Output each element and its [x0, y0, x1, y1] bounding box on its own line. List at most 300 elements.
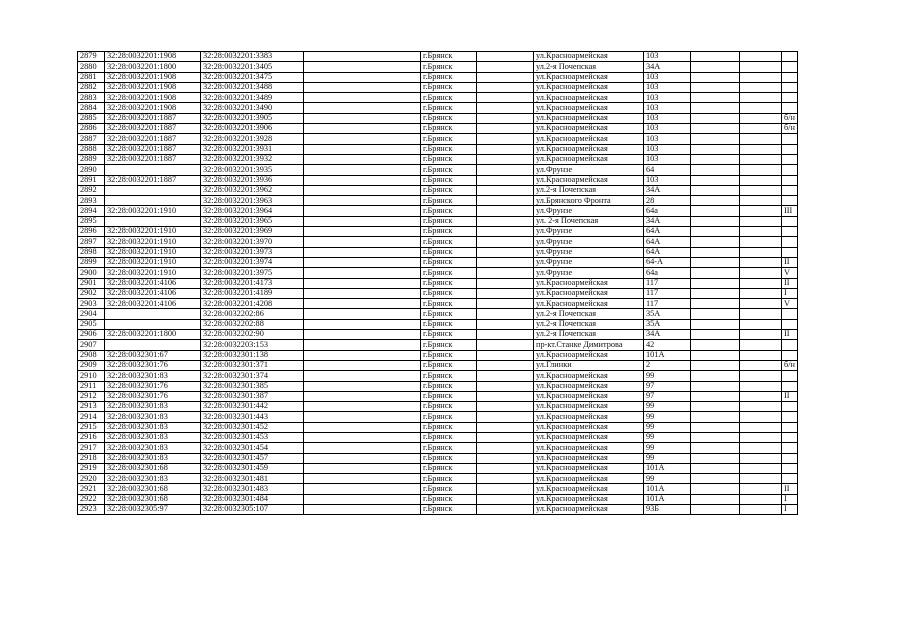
cell-blank-column-4 — [740, 52, 782, 62]
cell-blank-column — [304, 278, 421, 288]
cell-room-number: II — [782, 391, 798, 401]
cell-blank-column — [304, 82, 421, 92]
cell-room-number: II — [782, 278, 798, 288]
cell-parent-cadastral-number: 32:28:0032201:1910 — [105, 268, 201, 278]
cell-parent-cadastral-number — [105, 340, 201, 350]
cell-house-number: 99 — [644, 371, 691, 381]
cell-house-number: 99 — [644, 474, 691, 484]
table-row — [78, 360, 798, 370]
cell-room-number: б/н — [782, 360, 798, 370]
cell-blank-column-2 — [477, 299, 534, 309]
cell-blank-column-4 — [740, 463, 782, 473]
cell-city: г.Брянск — [421, 196, 477, 206]
cell-parent-cadastral-number: 32:28:0032201:1887 — [105, 124, 201, 134]
cell-blank-column-3 — [691, 340, 740, 350]
cell-blank-column — [304, 268, 421, 278]
table-row — [78, 124, 798, 134]
cell-city: г.Брянск — [421, 381, 477, 391]
cell-blank-column-4 — [740, 299, 782, 309]
cell-blank-column-2 — [477, 484, 534, 494]
cell-cadastral-number: 32:28:0032201:3975 — [201, 268, 304, 278]
cell-row-number: 2911 — [78, 381, 105, 391]
cell-row-number: 2881 — [78, 72, 105, 82]
cell-row-number: 2889 — [78, 154, 105, 164]
cell-blank-column — [304, 257, 421, 267]
cell-blank-column-3 — [691, 257, 740, 267]
cell-cadastral-number: 32:28:0032301:387 — [201, 391, 304, 401]
cell-street: ул.Красноармейская — [534, 412, 644, 422]
table-row — [78, 206, 798, 216]
cell-room-number: II — [782, 484, 798, 494]
cell-parent-cadastral-number: 32:28:0032201:1910 — [105, 237, 201, 247]
cell-cadastral-number: 32:28:0032202:86 — [201, 309, 304, 319]
cell-blank-column-4 — [740, 237, 782, 247]
cell-city: г.Брянск — [421, 237, 477, 247]
cell-parent-cadastral-number: 32:28:0032305:97 — [105, 505, 201, 515]
table-row — [78, 319, 798, 329]
cell-house-number: 99 — [644, 402, 691, 412]
cell-street: ул.Красноармейская — [534, 391, 644, 401]
cell-room-number — [782, 474, 798, 484]
cell-city: г.Брянск — [421, 391, 477, 401]
cell-blank-column-4 — [740, 474, 782, 484]
cell-blank-column — [304, 206, 421, 216]
cell-blank-column-4 — [740, 185, 782, 195]
cell-cadastral-number: 32:28:0032201:3488 — [201, 82, 304, 92]
table-row — [78, 257, 798, 267]
cell-blank-column-2 — [477, 206, 534, 216]
cell-row-number: 2917 — [78, 443, 105, 453]
cell-blank-column-4 — [740, 350, 782, 360]
cell-cadastral-number: 32:28:0032201:3405 — [201, 62, 304, 72]
cell-house-number: 103 — [644, 82, 691, 92]
cell-parent-cadastral-number: 32:28:0032301:83 — [105, 402, 201, 412]
cell-city: г.Брянск — [421, 62, 477, 72]
cell-blank-column — [304, 319, 421, 329]
cell-row-number: 2903 — [78, 299, 105, 309]
table-row — [78, 134, 798, 144]
cell-parent-cadastral-number — [105, 216, 201, 226]
table-row — [78, 350, 798, 360]
cell-street: ул.Красноармейская — [534, 103, 644, 113]
cell-blank-column-2 — [477, 227, 534, 237]
cell-blank-column — [304, 391, 421, 401]
cell-blank-column-4 — [740, 154, 782, 164]
cell-blank-column-2 — [477, 134, 534, 144]
cell-blank-column-4 — [740, 371, 782, 381]
cell-row-number: 2909 — [78, 360, 105, 370]
cell-city: г.Брянск — [421, 278, 477, 288]
cell-blank-column — [304, 52, 421, 62]
cell-blank-column-3 — [691, 165, 740, 175]
cell-city: г.Брянск — [421, 185, 477, 195]
cell-parent-cadastral-number: 32:28:0032301:83 — [105, 474, 201, 484]
cell-street: ул.Красноармейская — [534, 124, 644, 134]
cell-street: ул.Красноармейская — [534, 144, 644, 154]
cell-house-number: 35А — [644, 309, 691, 319]
cell-blank-column-4 — [740, 422, 782, 432]
cell-parent-cadastral-number: 32:28:0032201:1908 — [105, 72, 201, 82]
cell-room-number — [782, 196, 798, 206]
cell-street: ул.Красноармейская — [534, 278, 644, 288]
cell-street: ул.Красноармейская — [534, 402, 644, 412]
cell-row-number: 2887 — [78, 134, 105, 144]
cell-blank-column — [304, 432, 421, 442]
cell-street: ул.Красноармейская — [534, 93, 644, 103]
table-row — [78, 330, 798, 340]
cell-blank-column-3 — [691, 113, 740, 123]
cell-street: ул.Фрунзе — [534, 247, 644, 257]
cell-city: г.Брянск — [421, 474, 477, 484]
cell-blank-column — [304, 144, 421, 154]
cell-house-number: 64А — [644, 247, 691, 257]
cell-house-number: 2 — [644, 360, 691, 370]
cell-house-number: 28 — [644, 196, 691, 206]
cell-blank-column-2 — [477, 93, 534, 103]
cell-blank-column-3 — [691, 391, 740, 401]
cell-city: г.Брянск — [421, 124, 477, 134]
cell-cadastral-number: 32:28:0032201:3490 — [201, 103, 304, 113]
cell-street: ул.2-я Почепская — [534, 309, 644, 319]
cell-cadastral-number: 32:28:0032301:371 — [201, 360, 304, 370]
cell-street: ул.Фрунзе — [534, 268, 644, 278]
cell-room-number: I — [782, 288, 798, 298]
cell-city: г.Брянск — [421, 257, 477, 267]
cell-row-number: 2906 — [78, 330, 105, 340]
cell-blank-column-3 — [691, 299, 740, 309]
cell-street: ул.Фрунзе — [534, 237, 644, 247]
cell-parent-cadastral-number — [105, 185, 201, 195]
cell-blank-column-2 — [477, 124, 534, 134]
cell-city: г.Брянск — [421, 443, 477, 453]
cell-cadastral-number: 32:28:0032201:3969 — [201, 227, 304, 237]
cell-blank-column-2 — [477, 474, 534, 484]
cell-row-number: 2918 — [78, 453, 105, 463]
cell-blank-column — [304, 371, 421, 381]
cell-blank-column-4 — [740, 453, 782, 463]
cell-blank-column-4 — [740, 82, 782, 92]
cell-row-number: 2894 — [78, 206, 105, 216]
table-row — [78, 453, 798, 463]
table-row — [78, 463, 798, 473]
cell-cadastral-number: 32:28:0032301:374 — [201, 371, 304, 381]
cell-blank-column-2 — [477, 268, 534, 278]
table-row — [78, 299, 798, 309]
cell-row-number: 2922 — [78, 494, 105, 504]
cell-blank-column-3 — [691, 474, 740, 484]
table-row — [78, 72, 798, 82]
cell-street: ул.Красноармейская — [534, 154, 644, 164]
cell-row-number: 2879 — [78, 52, 105, 62]
cell-blank-column-4 — [740, 494, 782, 504]
table-row — [78, 113, 798, 123]
cell-street: ул.Фрунзе — [534, 165, 644, 175]
cell-house-number: 103 — [644, 144, 691, 154]
cell-room-number: II — [782, 257, 798, 267]
cell-row-number: 2897 — [78, 237, 105, 247]
cell-city: г.Брянск — [421, 206, 477, 216]
cell-blank-column — [304, 381, 421, 391]
cell-street: ул.Красноармейская — [534, 299, 644, 309]
cell-blank-column-3 — [691, 381, 740, 391]
cell-city: г.Брянск — [421, 93, 477, 103]
cell-blank-column-4 — [740, 288, 782, 298]
cell-house-number: 103 — [644, 72, 691, 82]
cell-cadastral-number: 32:28:0032202:88 — [201, 319, 304, 329]
cell-city: г.Брянск — [421, 350, 477, 360]
cell-city: г.Брянск — [421, 494, 477, 504]
cell-house-number: 103 — [644, 52, 691, 62]
cell-row-number: 2891 — [78, 175, 105, 185]
cell-blank-column-4 — [740, 381, 782, 391]
cell-street: ул.Фрунзе — [534, 206, 644, 216]
cell-street: ул.Красноармейская — [534, 175, 644, 185]
cell-blank-column-2 — [477, 350, 534, 360]
cell-blank-column-3 — [691, 288, 740, 298]
cell-blank-column-2 — [477, 175, 534, 185]
cell-blank-column-3 — [691, 237, 740, 247]
cell-house-number: 35А — [644, 319, 691, 329]
cell-blank-column-4 — [740, 330, 782, 340]
cell-blank-column — [304, 124, 421, 134]
cell-blank-column-2 — [477, 154, 534, 164]
cell-blank-column-4 — [740, 432, 782, 442]
table-row — [78, 371, 798, 381]
cell-blank-column-3 — [691, 185, 740, 195]
cell-parent-cadastral-number: 32:28:0032301:83 — [105, 371, 201, 381]
cell-blank-column-3 — [691, 196, 740, 206]
cell-room-number: б/н — [782, 113, 798, 123]
cell-street: ул.Красноармейская — [534, 422, 644, 432]
cell-blank-column-3 — [691, 402, 740, 412]
cell-house-number: 103 — [644, 124, 691, 134]
cell-house-number: 117 — [644, 278, 691, 288]
cell-cadastral-number: 32:28:0032301:481 — [201, 474, 304, 484]
cell-blank-column-2 — [477, 443, 534, 453]
cell-house-number: 103 — [644, 134, 691, 144]
cell-row-number: 2893 — [78, 196, 105, 206]
cell-room-number — [782, 237, 798, 247]
cell-blank-column-3 — [691, 154, 740, 164]
cell-parent-cadastral-number: 32:28:0032301:83 — [105, 443, 201, 453]
cell-street: ул.Красноармейская — [534, 134, 644, 144]
cell-cadastral-number: 32:28:0032301:452 — [201, 422, 304, 432]
cell-row-number: 2888 — [78, 144, 105, 154]
cell-house-number: 97 — [644, 381, 691, 391]
cell-blank-column-3 — [691, 206, 740, 216]
cell-blank-column-3 — [691, 52, 740, 62]
cell-city: г.Брянск — [421, 154, 477, 164]
cell-row-number: 2916 — [78, 432, 105, 442]
cell-room-number — [782, 412, 798, 422]
cell-cadastral-number: 32:28:0032201:3974 — [201, 257, 304, 267]
cell-cadastral-number: 32:28:0032201:3935 — [201, 165, 304, 175]
cell-row-number: 2895 — [78, 216, 105, 226]
cell-blank-column — [304, 309, 421, 319]
cell-blank-column-3 — [691, 309, 740, 319]
cell-blank-column-4 — [740, 309, 782, 319]
cell-city: г.Брянск — [421, 175, 477, 185]
cell-cadastral-number: 32:28:0032301:454 — [201, 443, 304, 453]
table-row — [78, 185, 798, 195]
table-row — [78, 309, 798, 319]
cell-blank-column — [304, 330, 421, 340]
cell-blank-column-2 — [477, 381, 534, 391]
cell-blank-column-3 — [691, 494, 740, 504]
cell-street: пр-кт.Станке Димитрова — [534, 340, 644, 350]
cell-row-number: 2921 — [78, 484, 105, 494]
cell-street: ул.Красноармейская — [534, 381, 644, 391]
cell-row-number: 2915 — [78, 422, 105, 432]
cell-blank-column — [304, 134, 421, 144]
cell-row-number: 2882 — [78, 82, 105, 92]
cell-parent-cadastral-number: 32:28:0032201:1908 — [105, 103, 201, 113]
cell-city: г.Брянск — [421, 82, 477, 92]
cell-blank-column-3 — [691, 216, 740, 226]
cell-blank-column-4 — [740, 113, 782, 123]
cell-cadastral-number: 32:28:0032201:3906 — [201, 124, 304, 134]
cell-blank-column — [304, 165, 421, 175]
cell-blank-column-3 — [691, 82, 740, 92]
cell-blank-column — [304, 288, 421, 298]
table-row — [78, 165, 798, 175]
cell-parent-cadastral-number: 32:28:0032301:83 — [105, 422, 201, 432]
cell-row-number: 2886 — [78, 124, 105, 134]
cell-parent-cadastral-number: 32:28:0032201:1910 — [105, 257, 201, 267]
cell-parent-cadastral-number: 32:28:0032201:1800 — [105, 62, 201, 72]
cell-house-number: 103 — [644, 113, 691, 123]
cell-room-number — [782, 443, 798, 453]
cell-room-number — [782, 72, 798, 82]
cell-blank-column-2 — [477, 453, 534, 463]
cell-blank-column-3 — [691, 62, 740, 72]
cell-house-number: 103 — [644, 175, 691, 185]
cell-row-number: 2884 — [78, 103, 105, 113]
cell-blank-column-2 — [477, 82, 534, 92]
cell-parent-cadastral-number: 32:28:0032301:68 — [105, 494, 201, 504]
cell-cadastral-number: 32:28:0032201:3905 — [201, 113, 304, 123]
cell-street: ул.Красноармейская — [534, 443, 644, 453]
cell-blank-column-3 — [691, 93, 740, 103]
cell-row-number: 2910 — [78, 371, 105, 381]
table-row — [78, 62, 798, 72]
cell-street: ул.Красноармейская — [534, 432, 644, 442]
cell-cadastral-number: 32:28:0032201:3963 — [201, 196, 304, 206]
cell-row-number: 2913 — [78, 402, 105, 412]
cell-blank-column-2 — [477, 52, 534, 62]
cell-blank-column — [304, 154, 421, 164]
cell-blank-column-4 — [740, 196, 782, 206]
cell-room-number: I — [782, 505, 798, 515]
cell-street: ул.Красноармейская — [534, 52, 644, 62]
cell-house-number: 34А — [644, 62, 691, 72]
cell-blank-column — [304, 185, 421, 195]
cell-house-number: 117 — [644, 288, 691, 298]
cell-blank-column-2 — [477, 494, 534, 504]
cell-street: ул.2-я Почепская — [534, 319, 644, 329]
cell-room-number — [782, 62, 798, 72]
cell-blank-column — [304, 62, 421, 72]
cell-room-number — [782, 309, 798, 319]
cell-blank-column-4 — [740, 360, 782, 370]
cell-blank-column-4 — [740, 412, 782, 422]
cell-blank-column-3 — [691, 72, 740, 82]
cell-row-number: 2892 — [78, 185, 105, 195]
cell-city: г.Брянск — [421, 309, 477, 319]
cell-parent-cadastral-number: 32:28:0032301:76 — [105, 381, 201, 391]
cell-city: г.Брянск — [421, 227, 477, 237]
cell-parent-cadastral-number: 32:28:0032201:1910 — [105, 247, 201, 257]
cell-row-number: 2914 — [78, 412, 105, 422]
cell-parent-cadastral-number: 32:28:0032201:1908 — [105, 52, 201, 62]
cell-cadastral-number: 32:28:0032301:457 — [201, 453, 304, 463]
cell-parent-cadastral-number: 32:28:0032301:68 — [105, 484, 201, 494]
cell-cadastral-number: 32:28:0032301:483 — [201, 484, 304, 494]
cell-blank-column-3 — [691, 432, 740, 442]
cell-row-number: 2905 — [78, 319, 105, 329]
cell-house-number: 99 — [644, 453, 691, 463]
cell-blank-column-3 — [691, 371, 740, 381]
cell-parent-cadastral-number: 32:28:0032201:1887 — [105, 113, 201, 123]
cell-house-number: 64А — [644, 237, 691, 247]
cell-room-number — [782, 227, 798, 237]
cell-room-number — [782, 82, 798, 92]
cell-blank-column-4 — [740, 103, 782, 113]
cell-street: ул.Фрунзе — [534, 227, 644, 237]
cell-cadastral-number: 32:28:0032201:4173 — [201, 278, 304, 288]
cell-row-number: 2898 — [78, 247, 105, 257]
cell-blank-column — [304, 453, 421, 463]
cell-blank-column-3 — [691, 463, 740, 473]
cell-room-number — [782, 340, 798, 350]
cell-parent-cadastral-number: 32:28:0032201:1887 — [105, 144, 201, 154]
cell-cadastral-number: 32:28:0032201:3475 — [201, 72, 304, 82]
cell-cadastral-number: 32:28:0032201:3973 — [201, 247, 304, 257]
cell-blank-column-2 — [477, 309, 534, 319]
cell-blank-column-2 — [477, 72, 534, 82]
cell-parent-cadastral-number: 32:28:0032301:76 — [105, 360, 201, 370]
cell-blank-column-2 — [477, 412, 534, 422]
cell-house-number: 34А — [644, 330, 691, 340]
table-row — [78, 82, 798, 92]
table-row — [78, 227, 798, 237]
cell-house-number: 103 — [644, 93, 691, 103]
cell-blank-column-2 — [477, 371, 534, 381]
table-row — [78, 175, 798, 185]
table-row — [78, 93, 798, 103]
cell-parent-cadastral-number: 32:28:0032201:1908 — [105, 93, 201, 103]
cell-house-number: 101А — [644, 494, 691, 504]
cell-room-number — [782, 165, 798, 175]
cell-cadastral-number: 32:28:0032201:4208 — [201, 299, 304, 309]
cell-city: г.Брянск — [421, 103, 477, 113]
cell-row-number: 2904 — [78, 309, 105, 319]
cell-blank-column — [304, 350, 421, 360]
cell-cadastral-number: 32:28:0032201:3964 — [201, 206, 304, 216]
cell-blank-column — [304, 113, 421, 123]
cell-blank-column — [304, 299, 421, 309]
table-row — [78, 278, 798, 288]
cell-house-number: 117 — [644, 299, 691, 309]
cell-blank-column-3 — [691, 350, 740, 360]
cell-blank-column-2 — [477, 247, 534, 257]
cell-cadastral-number: 32:28:0032301:385 — [201, 381, 304, 391]
cell-blank-column-2 — [477, 113, 534, 123]
cell-row-number: 2883 — [78, 93, 105, 103]
cell-row-number: 2902 — [78, 288, 105, 298]
cell-blank-column-4 — [740, 206, 782, 216]
cell-room-number — [782, 371, 798, 381]
